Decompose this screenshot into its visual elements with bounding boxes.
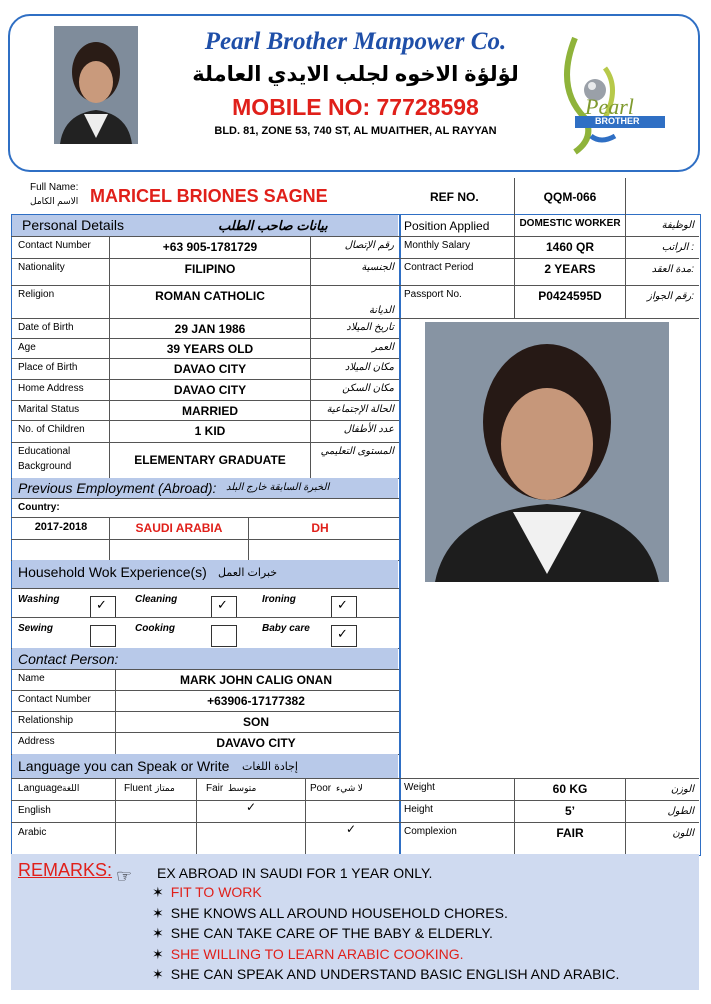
personal-row-divider [11, 285, 399, 286]
personal-value: DAVAO CITY [173, 383, 247, 397]
language-head-fair: Fair [206, 783, 224, 794]
employment-period: 2017-2018 [34, 521, 88, 533]
personal-label: No. of Children [18, 424, 85, 435]
star-bullet-icon: ✶ [152, 925, 164, 941]
physical-label-arabic: الوزن [670, 784, 694, 795]
personal-value: 39 YEARS OLD [166, 342, 254, 356]
company-name: Pearl Brother Manpower Co. [204, 28, 507, 55]
household-item-label: Sewing [18, 623, 54, 634]
employment-title: Previous Employment (Abroad): [18, 480, 217, 496]
language-row-divider [11, 822, 399, 823]
personal-label-arabic: رقم الإتصال [344, 240, 394, 251]
language-col-divider [196, 778, 197, 854]
personal-label-arabic: مكان الميلاد [344, 362, 394, 373]
mobile-number: MOBILE NO: 77728598 [232, 94, 479, 120]
personal-label-arabic: الحالة الإجتماعية [326, 404, 394, 415]
household-item-label: Ironing [262, 594, 296, 605]
physical-col-divider [625, 778, 626, 854]
language-col-divider [115, 778, 116, 854]
language-head-fluent: Fluent [124, 783, 152, 794]
country-label: Country: [18, 502, 60, 513]
check-icon: ✓ [217, 597, 228, 612]
employment-col-divider [248, 517, 249, 560]
personal-label-arabic: الديانة [368, 305, 394, 316]
personal-row-divider [11, 379, 399, 380]
personal-row-divider [11, 258, 399, 259]
physical-value: FAIR [556, 826, 584, 840]
personal-label-arabic: المستوى التعليمي [320, 446, 394, 457]
language-head-language: Language [18, 783, 63, 794]
remarks-item-text: FIT TO WORK [170, 884, 262, 900]
personal-value: ROMAN CATHOLIC [155, 289, 265, 303]
physical-col-divider [514, 778, 515, 854]
job-row-divider [399, 236, 699, 237]
personal-row-divider [11, 236, 399, 237]
employment-country: SAUDI ARABIA [135, 521, 223, 535]
full-name-label-arabic: الاسم الكامل [30, 196, 79, 206]
employment-row-divider [11, 498, 399, 499]
full-name: MARICEL BRIONES SAGNE [90, 186, 328, 206]
personal-label: Nationality [18, 262, 65, 273]
language-head-fair-ar: متوسط [228, 783, 257, 793]
employment-title-arabic: الخبرة السابقة خارج البلد [226, 482, 330, 493]
remarks-item-text: SHE CAN TAKE CARE OF THE BABY & ELDERLY. [170, 925, 493, 941]
personal-title: Personal Details [22, 217, 124, 233]
physical-value: 60 KG [552, 782, 588, 796]
contact-label: Contact Number [18, 694, 91, 705]
language-english: English [18, 805, 51, 816]
contact-row-divider [11, 711, 399, 712]
personal-label-line2: Background [18, 461, 72, 472]
remarks-item [152, 966, 619, 983]
personal-label: Educational [18, 446, 71, 457]
job-value: 2 YEARS [544, 262, 596, 276]
company-name-arabic: لؤلؤة الاخوه لجلب الايدي العاملة [192, 63, 519, 86]
contact-row-divider [11, 732, 399, 733]
job-label-arabic: مدة العقد: [651, 264, 694, 275]
physical-label: Height [404, 804, 433, 815]
personal-value: FILIPINO [184, 262, 236, 276]
remarks-item-text: SHE CAN SPEAK AND UNDERSTAND BASIC ENGLISH AND ARABIC. [170, 966, 620, 982]
household-row-divider [11, 617, 399, 618]
language-col-divider [305, 778, 306, 854]
job-value: 1460 QR [545, 240, 595, 254]
language-title-arabic: إجادة اللغات [242, 761, 298, 773]
personal-row-divider [11, 338, 399, 339]
personal-value: DAVAO CITY [173, 362, 247, 376]
ref-divider-2 [625, 178, 626, 214]
remarks-item-text: SHE KNOWS ALL AROUND HOUSEHOLD CHORES. [170, 904, 508, 921]
physical-row-divider [399, 800, 699, 801]
personal-row-divider [11, 420, 399, 421]
personal-label-arabic: العمر [372, 342, 394, 353]
job-label-arabic: الوظيفة [661, 220, 694, 231]
contact-row-divider [11, 690, 399, 691]
contact-col-divider [115, 669, 116, 754]
personal-row-divider [11, 318, 399, 319]
household-checkbox[interactable] [331, 625, 357, 647]
company-address: BLD. 81, ZONE 53, 740 ST, AL MUAITHER, AL RAYYAN [214, 125, 497, 137]
contact-label: Name [18, 673, 45, 684]
contact-label: Address [18, 736, 55, 747]
employment-row-divider [11, 517, 399, 518]
physical-value: 5’ [564, 804, 575, 818]
physical-label-arabic: اللون [672, 828, 694, 839]
personal-row-divider [11, 358, 399, 359]
personal-label: Home Address [18, 383, 84, 394]
language-arabic: Arabic [18, 827, 47, 838]
ref-label: REF NO. [430, 190, 479, 204]
star-bullet-icon: ✶ [152, 945, 164, 962]
job-label-arabic: رقم الجواز: [647, 291, 694, 302]
job-value: DOMESTIC WORKER [519, 218, 621, 229]
personal-row-divider [11, 400, 399, 401]
full-name-label: Full Name: [30, 182, 79, 193]
check-icon: ✓ [337, 597, 348, 612]
language-row-divider [11, 778, 399, 779]
physical-label: Weight [404, 782, 435, 793]
physical-label: Complexion [404, 826, 457, 837]
language-english-fair-mark: ✓ [246, 800, 257, 814]
logo-text: Pearl [585, 94, 634, 119]
job-col-divider [514, 214, 515, 318]
check-icon: ✓ [96, 597, 107, 612]
logo-subtext: BROTHER [595, 116, 640, 126]
household-title: Household Wok Experience(s) [18, 564, 207, 580]
language-head-fluent-ar: ممتاز [155, 783, 175, 793]
contact-title: Contact Person: [18, 651, 119, 667]
household-checkbox[interactable] [331, 596, 357, 618]
contact-value: +63906-17177382 [207, 694, 305, 708]
job-label: Contract Period [404, 262, 474, 273]
personal-row-divider [11, 442, 399, 443]
job-col-divider [625, 214, 626, 318]
personal-label: Contact Number [18, 240, 91, 251]
personal-label: Religion [18, 289, 55, 300]
personal-label-arabic: تاريخ الميلاد [346, 322, 394, 333]
remarks-item [152, 905, 508, 922]
contact-row-divider [11, 669, 399, 670]
household-checkbox[interactable] [211, 596, 237, 618]
language-title: Language you can Speak or Write [18, 758, 230, 774]
job-row-divider [399, 318, 699, 319]
household-item-label: Washing [18, 594, 60, 605]
remarks-intro: EX ABROAD IN SAUDI FOR 1 YEAR ONLY. [157, 865, 433, 881]
household-checkbox[interactable] [90, 596, 116, 618]
physical-label-arabic: الطول [667, 806, 694, 817]
remarks-item [152, 946, 464, 963]
personal-label: Date of Birth [18, 322, 74, 333]
personal-value: 29 JAN 1986 [174, 322, 246, 336]
household-row-divider [11, 588, 399, 589]
household-checkbox[interactable] [211, 625, 237, 647]
remarks-item [152, 925, 493, 942]
job-row-divider [399, 285, 699, 286]
job-label-arabic: الراتب : [661, 242, 694, 253]
personal-value: MARRIED [182, 404, 238, 418]
personal-label: Age [18, 342, 36, 353]
star-bullet-icon: ✶ [152, 904, 164, 921]
person-photo-large-icon [425, 322, 669, 582]
personal-col-divider [109, 236, 110, 478]
personal-value: 1 KID [194, 424, 226, 438]
remarks-item [152, 884, 262, 901]
job-value: P0424595D [538, 289, 602, 303]
ref-number: QQM-066 [543, 190, 597, 204]
language-head-language-ar: اللغة [62, 783, 80, 793]
pearl-logo-icon [535, 28, 665, 156]
personal-title-arabic: بيانات صاحب الطلب [218, 218, 328, 233]
personal-label: Place of Birth [18, 362, 78, 373]
job-label: Passport No. [404, 289, 462, 300]
household-item-label: Baby care [262, 623, 310, 634]
physical-row-divider [399, 778, 699, 779]
company-logo [535, 28, 665, 156]
employment-position: DH [311, 521, 329, 535]
contact-value: SON [242, 715, 269, 729]
job-label: Monthly Salary [404, 240, 471, 251]
contact-value: DAVAVO CITY [216, 736, 296, 750]
employment-row-divider [11, 539, 399, 540]
contact-value: MARK JOHN CALIG ONAN [180, 673, 332, 687]
contact-label: Relationship [18, 715, 74, 726]
personal-label-arabic: مكان السكن [342, 383, 394, 394]
ref-divider-1 [514, 178, 515, 214]
star-bullet-icon: ✶ [152, 884, 164, 900]
personal-label: Marital Status [18, 404, 80, 415]
household-item-label: Cleaning [135, 594, 178, 605]
candidate-photo [425, 322, 669, 582]
star-bullet-icon: ✶ [152, 966, 164, 982]
personal-col-divider [310, 236, 311, 478]
household-item-label: Cooking [135, 623, 175, 634]
remarks-item-text: SHE WILLING TO LEARN ARABIC COOKING. [170, 945, 464, 962]
language-head-poor-ar: لا شيء [336, 783, 363, 793]
personal-value: ELEMENTARY GRADUATE [134, 453, 286, 467]
check-icon: ✓ [337, 626, 348, 641]
household-title-arabic: خبرات العمل [218, 567, 278, 579]
employment-col-divider [109, 517, 110, 560]
language-row-divider [11, 800, 399, 801]
job-row-divider [399, 258, 699, 259]
physical-row-divider [399, 822, 699, 823]
household-checkbox[interactable] [90, 625, 116, 647]
job-label: Position Applied [404, 219, 490, 233]
pointing-hand-icon: ☞ [116, 866, 133, 886]
personal-value: +63 905-1781729 [162, 240, 258, 254]
remarks-title: REMARKS: [18, 860, 113, 880]
language-head-poor: Poor [310, 783, 332, 794]
personal-label-arabic: عدد الأطفال [343, 424, 394, 435]
language-arabic-poor-mark: ✓ [346, 822, 357, 836]
personal-label-arabic: الجنسية [361, 262, 394, 273]
